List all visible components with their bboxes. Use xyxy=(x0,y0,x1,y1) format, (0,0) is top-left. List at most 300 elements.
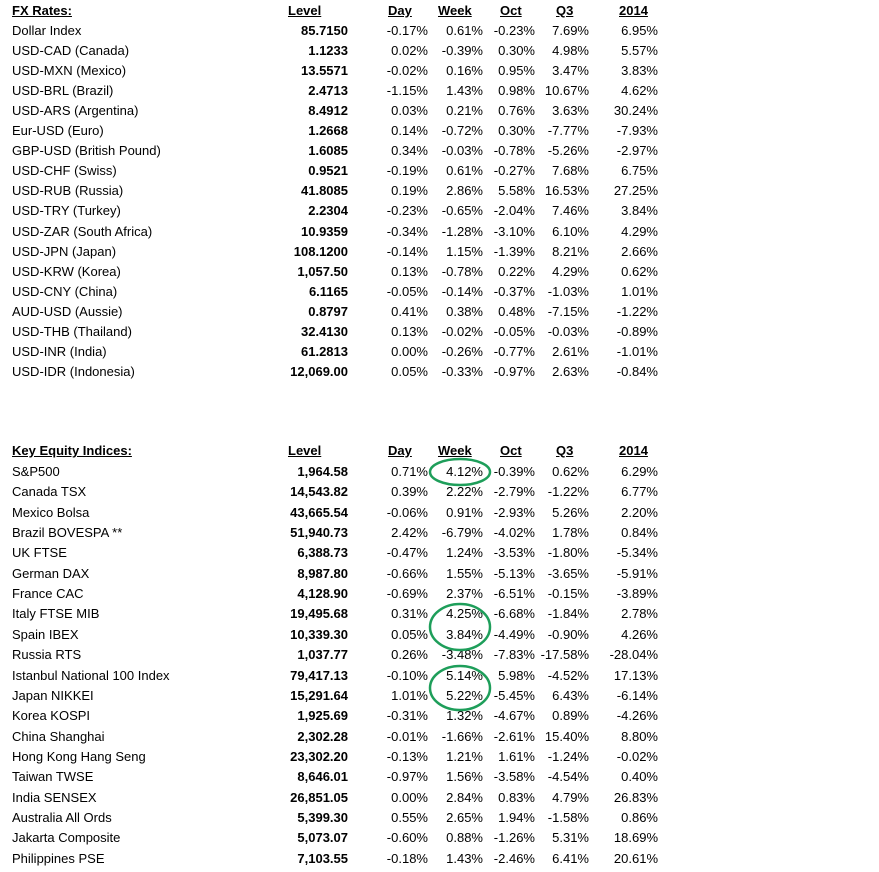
row-name: Spain IBEX xyxy=(12,626,79,642)
oct-change: -4.67% xyxy=(493,708,535,724)
oct-change: 0.22% xyxy=(498,263,535,279)
ytd-2014-change: 2.20% xyxy=(621,504,658,520)
table-row xyxy=(0,564,879,584)
week-change: 0.88% xyxy=(446,830,483,846)
row-name: USD-BRL (Brazil) xyxy=(12,83,114,99)
table-row xyxy=(0,666,879,686)
ytd-2014-change: 0.86% xyxy=(621,809,658,825)
col-header-level: Level xyxy=(288,3,322,18)
row-name: Australia All Ords xyxy=(12,809,112,825)
level-value: 1.1233 xyxy=(308,43,348,59)
q3-change: -17.58% xyxy=(540,647,589,663)
q3-change: -5.26% xyxy=(547,143,589,159)
row-name: Eur-USD (Euro) xyxy=(12,123,104,139)
day-change: -0.31% xyxy=(386,708,428,724)
level-value: 0.8797 xyxy=(308,303,348,319)
day-change: -0.13% xyxy=(386,748,428,764)
week-change: -6.79% xyxy=(441,525,483,541)
day-change: -0.23% xyxy=(386,203,428,219)
table-row xyxy=(0,262,879,282)
day-change: -0.10% xyxy=(386,667,428,683)
day-change: -1.15% xyxy=(386,83,428,99)
q3-change: 6.10% xyxy=(552,223,589,239)
day-change: -0.47% xyxy=(386,545,428,561)
table-row xyxy=(0,543,879,563)
level-value: 14,543.82 xyxy=(290,484,348,500)
table-row xyxy=(0,242,879,262)
q3-change: 0.89% xyxy=(552,708,589,724)
ytd-2014-change: 0.40% xyxy=(621,769,658,785)
week-change: -0.26% xyxy=(441,343,483,359)
ytd-2014-change: -1.01% xyxy=(616,343,658,359)
oct-change: 0.83% xyxy=(498,789,535,805)
day-change: -0.14% xyxy=(386,243,428,259)
oct-change: -6.68% xyxy=(493,606,535,622)
day-change: 0.71% xyxy=(391,464,428,479)
week-change: 4.25% xyxy=(446,606,483,622)
level-value: 1,925.69 xyxy=(297,708,348,724)
day-change: -0.17% xyxy=(386,23,428,38)
ytd-2014-change: 4.29% xyxy=(621,223,658,239)
row-name: Dollar Index xyxy=(12,23,82,38)
oct-change: -2.61% xyxy=(493,728,535,744)
table-row xyxy=(0,645,879,665)
level-value: 43,665.54 xyxy=(290,504,348,520)
level-value: 2.2304 xyxy=(308,203,348,219)
ytd-2014-change: 1.01% xyxy=(621,283,658,299)
q3-change: 5.26% xyxy=(552,504,589,520)
table-row xyxy=(0,362,879,382)
ytd-2014-change: 27.25% xyxy=(613,183,658,199)
table-row xyxy=(0,342,879,362)
week-change: 0.21% xyxy=(446,103,483,119)
q3-change: -0.03% xyxy=(547,323,589,339)
day-change: 0.14% xyxy=(391,123,428,139)
level-value: 41.8085 xyxy=(301,183,348,199)
day-change: -0.60% xyxy=(386,830,428,846)
row-name: German DAX xyxy=(12,565,90,581)
ytd-2014-change: -4.26% xyxy=(616,708,658,724)
oct-change: -6.51% xyxy=(493,586,535,602)
ytd-2014-change: 6.77% xyxy=(621,484,658,500)
row-name: USD-THB (Thailand) xyxy=(12,323,132,339)
level-value: 13.5571 xyxy=(301,63,348,79)
oct-change: -0.97% xyxy=(493,363,535,379)
oct-change: -0.39% xyxy=(493,464,535,479)
level-value: 1,964.58 xyxy=(297,464,348,479)
row-name: GBP-USD (British Pound) xyxy=(12,143,161,159)
row-name: USD-CAD (Canada) xyxy=(12,43,130,59)
oct-change: -0.77% xyxy=(493,343,535,359)
table-row xyxy=(0,41,879,61)
col-header-oct: Oct xyxy=(500,3,522,18)
week-change: -1.66% xyxy=(441,728,483,744)
table-row xyxy=(0,462,879,482)
day-change: 0.05% xyxy=(391,626,428,642)
row-name: Mexico Bolsa xyxy=(12,504,90,520)
week-change: 1.43% xyxy=(446,850,483,866)
week-change: 0.38% xyxy=(446,303,483,319)
week-change: 1.24% xyxy=(446,545,483,561)
ytd-2014-change: 17.13% xyxy=(613,667,658,683)
ytd-2014-change: 20.61% xyxy=(613,850,658,866)
q3-change: 6.43% xyxy=(552,687,589,703)
q3-change: 4.98% xyxy=(552,43,589,59)
day-change: -0.05% xyxy=(386,283,428,299)
ytd-2014-change: 3.84% xyxy=(621,203,658,219)
level-value: 85.7150 xyxy=(301,23,348,38)
ytd-2014-change: 4.62% xyxy=(621,83,658,99)
week-change: 2.86% xyxy=(446,183,483,199)
oct-change: -2.04% xyxy=(493,203,535,219)
row-name: USD-TRY (Turkey) xyxy=(12,203,121,219)
day-change: -0.19% xyxy=(386,163,428,179)
row-name: Hong Kong Hang Seng xyxy=(12,748,146,764)
q3-change: -4.52% xyxy=(547,667,589,683)
q3-change: -1.84% xyxy=(547,606,589,622)
day-change: 0.34% xyxy=(391,143,428,159)
row-name: USD-IDR (Indonesia) xyxy=(12,363,135,379)
ytd-2014-change: 2.78% xyxy=(621,606,658,622)
ytd-2014-change: -1.22% xyxy=(616,303,658,319)
table-row xyxy=(0,482,879,502)
ytd-2014-change: 0.84% xyxy=(621,525,658,541)
week-change: 2.22% xyxy=(446,484,483,500)
row-name: USD-CNY (China) xyxy=(12,283,118,299)
level-value: 6.1165 xyxy=(308,283,348,299)
ytd-2014-change: 6.95% xyxy=(621,23,658,38)
row-name: Canada TSX xyxy=(12,484,87,500)
q3-change: -1.03% xyxy=(547,283,589,299)
level-value: 4,128.90 xyxy=(297,586,348,602)
level-value: 51,940.73 xyxy=(290,525,348,541)
oct-change: -0.78% xyxy=(493,143,535,159)
level-value: 8.4912 xyxy=(308,103,348,119)
day-change: 0.02% xyxy=(391,43,428,59)
table-row xyxy=(0,706,879,726)
row-name: UK FTSE xyxy=(12,545,67,561)
level-value: 61.2813 xyxy=(301,343,348,359)
day-change: 0.31% xyxy=(391,606,428,622)
oct-change: 1.94% xyxy=(498,809,535,825)
col-header-week: Week xyxy=(438,3,472,18)
day-change: 0.39% xyxy=(391,484,428,500)
week-change: 0.16% xyxy=(446,63,483,79)
col-header-2014: 2014 xyxy=(619,3,648,18)
row-name: Taiwan TWSE xyxy=(12,769,94,785)
oct-change: 0.30% xyxy=(498,123,535,139)
week-change: -0.33% xyxy=(441,363,483,379)
q3-change: 2.61% xyxy=(552,343,589,359)
week-change: 2.65% xyxy=(446,809,483,825)
table-row xyxy=(0,201,879,221)
q3-change: -1.58% xyxy=(547,809,589,825)
level-value: 15,291.64 xyxy=(290,687,348,703)
q3-change: 1.78% xyxy=(552,525,589,541)
fx-header-row xyxy=(0,1,879,21)
level-value: 26,851.05 xyxy=(290,789,348,805)
col-header-level: Level xyxy=(288,443,322,458)
row-name: China Shanghai xyxy=(12,728,105,744)
q3-change: 4.29% xyxy=(552,263,589,279)
equity-header-row xyxy=(0,441,879,461)
q3-change: 3.63% xyxy=(552,103,589,119)
week-change: 1.56% xyxy=(446,769,483,785)
oct-change: 5.98% xyxy=(498,667,535,683)
week-change: 4.12% xyxy=(446,464,483,479)
ytd-2014-change: -7.93% xyxy=(616,123,658,139)
ytd-2014-change: 2.66% xyxy=(621,243,658,259)
q3-change: -1.80% xyxy=(547,545,589,561)
level-value: 0.9521 xyxy=(308,163,348,179)
ytd-2014-change: 4.26% xyxy=(621,626,658,642)
table-row xyxy=(0,121,879,141)
day-change: -0.66% xyxy=(386,565,428,581)
q3-change: 3.47% xyxy=(552,63,589,79)
table-row xyxy=(0,625,879,645)
level-value: 7,103.55 xyxy=(297,850,348,866)
week-change: 1.21% xyxy=(446,748,483,764)
q3-change: 7.68% xyxy=(552,163,589,179)
q3-change: -4.54% xyxy=(547,769,589,785)
q3-change: 15.40% xyxy=(544,728,589,744)
level-value: 79,417.13 xyxy=(290,667,348,683)
row-name: USD-INR (India) xyxy=(12,343,107,359)
day-change: 0.13% xyxy=(391,323,428,339)
row-name: S&P500 xyxy=(12,464,60,479)
day-change: 2.42% xyxy=(391,525,428,541)
level-value: 12,069.00 xyxy=(290,363,348,379)
q3-change: -0.90% xyxy=(547,626,589,642)
ytd-2014-change: -0.02% xyxy=(616,748,658,764)
ytd-2014-change: -3.89% xyxy=(616,586,658,602)
week-change: 5.14% xyxy=(446,667,483,683)
q3-change: -7.15% xyxy=(547,303,589,319)
day-change: 0.05% xyxy=(391,363,428,379)
ytd-2014-change: 26.83% xyxy=(613,789,658,805)
oct-change: -1.39% xyxy=(493,243,535,259)
level-value: 2.4713 xyxy=(308,83,348,99)
col-header-2014: 2014 xyxy=(619,443,648,458)
level-value: 108.1200 xyxy=(293,243,348,259)
week-change: -0.14% xyxy=(441,283,483,299)
ytd-2014-change: 18.69% xyxy=(613,830,658,846)
q3-change: 7.46% xyxy=(552,203,589,219)
table-row xyxy=(0,604,879,624)
q3-change: 2.63% xyxy=(552,363,589,379)
row-name: Philippines PSE xyxy=(12,850,105,866)
table-row xyxy=(0,747,879,767)
oct-change: -1.26% xyxy=(493,830,535,846)
week-change: -1.28% xyxy=(441,223,483,239)
oct-change: -3.58% xyxy=(493,769,535,785)
week-change: 0.91% xyxy=(446,504,483,520)
oct-change: -3.53% xyxy=(493,545,535,561)
day-change: -0.34% xyxy=(386,223,428,239)
level-value: 19,495.68 xyxy=(290,606,348,622)
col-header-oct: Oct xyxy=(500,443,522,458)
table-row xyxy=(0,788,879,808)
q3-change: -0.15% xyxy=(547,586,589,602)
table-row xyxy=(0,727,879,747)
week-change: -3.48% xyxy=(441,647,483,663)
week-change: 2.37% xyxy=(446,586,483,602)
level-value: 8,646.01 xyxy=(297,769,348,785)
week-change: 1.55% xyxy=(446,565,483,581)
row-name: Istanbul National 100 Index xyxy=(12,667,170,683)
ytd-2014-change: -0.84% xyxy=(616,363,658,379)
row-name: Jakarta Composite xyxy=(12,830,121,846)
ytd-2014-change: 6.75% xyxy=(621,163,658,179)
row-name: USD-ZAR (South Africa) xyxy=(12,223,153,239)
row-name: USD-ARS (Argentina) xyxy=(12,103,139,119)
oct-change: 0.95% xyxy=(498,63,535,79)
table-row xyxy=(0,282,879,302)
table-row xyxy=(0,849,879,869)
oct-change: -2.79% xyxy=(493,484,535,500)
row-name: France CAC xyxy=(12,586,84,602)
ytd-2014-change: -5.91% xyxy=(616,565,658,581)
table-row xyxy=(0,828,879,848)
oct-change: -4.49% xyxy=(493,626,535,642)
level-value: 1.6085 xyxy=(308,143,348,159)
day-change: 0.55% xyxy=(391,809,428,825)
week-change: 1.43% xyxy=(446,83,483,99)
day-change: -0.01% xyxy=(386,728,428,744)
level-value: 2,302.28 xyxy=(297,728,348,744)
level-value: 5,399.30 xyxy=(297,809,348,825)
col-header-day: Day xyxy=(388,3,412,18)
table-row xyxy=(0,523,879,543)
oct-change: -0.05% xyxy=(493,323,535,339)
day-change: -0.97% xyxy=(386,769,428,785)
level-value: 23,302.20 xyxy=(290,748,348,764)
ytd-2014-change: 30.24% xyxy=(613,103,658,119)
col-header-q3: Q3 xyxy=(556,3,574,18)
week-change: 1.15% xyxy=(446,243,483,259)
week-change: 3.84% xyxy=(446,626,483,642)
row-name: USD-KRW (Korea) xyxy=(12,263,121,279)
q3-change: -3.65% xyxy=(547,565,589,581)
table-row xyxy=(0,222,879,242)
oct-change: 1.61% xyxy=(498,748,535,764)
level-value: 5,073.07 xyxy=(297,830,348,846)
day-change: 0.41% xyxy=(391,303,428,319)
col-header-day: Day xyxy=(388,443,412,458)
week-change: 2.84% xyxy=(446,789,483,805)
ytd-2014-change: -2.97% xyxy=(616,143,658,159)
ytd-2014-change: 3.83% xyxy=(621,63,658,79)
row-name: USD-MXN (Mexico) xyxy=(12,63,127,79)
ytd-2014-change: -5.34% xyxy=(616,545,658,561)
level-value: 1.2668 xyxy=(308,123,348,139)
oct-change: -0.37% xyxy=(493,283,535,299)
q3-change: -1.24% xyxy=(547,748,589,764)
oct-change: -0.27% xyxy=(493,163,535,179)
ytd-2014-change: 8.80% xyxy=(621,728,658,744)
q3-change: 5.31% xyxy=(552,830,589,846)
oct-change: 0.48% xyxy=(498,303,535,319)
week-change: 5.22% xyxy=(446,687,483,703)
day-change: 0.19% xyxy=(391,183,428,199)
table-row xyxy=(0,61,879,81)
q3-change: 10.67% xyxy=(544,83,589,99)
row-name: USD-JPN (Japan) xyxy=(12,243,117,259)
row-name: Italy FTSE MIB xyxy=(12,606,100,622)
table-row xyxy=(0,81,879,101)
level-value: 6,388.73 xyxy=(297,545,348,561)
day-change: 0.26% xyxy=(391,647,428,663)
row-name: India SENSEX xyxy=(12,789,97,805)
oct-change: -5.45% xyxy=(493,687,535,703)
col-header-week: Week xyxy=(438,443,472,458)
oct-change: -7.83% xyxy=(493,647,535,663)
level-value: 1,057.50 xyxy=(297,263,348,279)
day-change: -0.06% xyxy=(386,504,428,520)
table-row xyxy=(0,161,879,181)
equity-section-title: Key Equity Indices: xyxy=(12,443,132,458)
ytd-2014-change: 6.29% xyxy=(621,464,658,479)
row-name: Brazil BOVESPA ** xyxy=(12,525,123,541)
ytd-2014-change: -28.04% xyxy=(609,647,658,663)
table-row xyxy=(0,808,879,828)
q3-change: 6.41% xyxy=(552,850,589,866)
oct-change: 0.76% xyxy=(498,103,535,119)
oct-change: -2.93% xyxy=(493,504,535,520)
table-row xyxy=(0,302,879,322)
table-row xyxy=(0,181,879,201)
oct-change: -2.46% xyxy=(493,850,535,866)
row-name: Korea KOSPI xyxy=(12,708,91,724)
day-change: 0.00% xyxy=(391,343,428,359)
ytd-2014-change: 5.57% xyxy=(621,43,658,59)
week-change: 1.32% xyxy=(446,708,483,724)
q3-change: 4.79% xyxy=(552,789,589,805)
q3-change: -1.22% xyxy=(547,484,589,500)
table-row xyxy=(0,503,879,523)
table-row xyxy=(0,141,879,161)
week-change: -0.78% xyxy=(441,263,483,279)
week-change: -0.39% xyxy=(441,43,483,59)
table-row xyxy=(0,584,879,604)
week-change: -0.72% xyxy=(441,123,483,139)
week-change: -0.65% xyxy=(441,203,483,219)
day-change: 1.01% xyxy=(391,687,428,703)
day-change: -0.69% xyxy=(386,586,428,602)
row-name: USD-RUB (Russia) xyxy=(12,183,124,199)
day-change: 0.00% xyxy=(391,789,428,805)
q3-change: -7.77% xyxy=(547,123,589,139)
col-header-q3: Q3 xyxy=(556,443,574,458)
ytd-2014-change: 0.62% xyxy=(621,263,658,279)
q3-change: 16.53% xyxy=(544,183,589,199)
level-value: 1,037.77 xyxy=(297,647,348,663)
table-row xyxy=(0,686,879,706)
table-row xyxy=(0,21,879,41)
oct-change: 0.98% xyxy=(498,83,535,99)
q3-change: 0.62% xyxy=(552,464,589,479)
week-change: 0.61% xyxy=(446,23,483,38)
fx-section-title: FX Rates: xyxy=(12,3,72,18)
week-change: -0.02% xyxy=(441,323,483,339)
level-value: 8,987.80 xyxy=(297,565,348,581)
level-value: 10.9359 xyxy=(301,223,348,239)
oct-change: -0.23% xyxy=(493,23,535,38)
row-name: Japan NIKKEI xyxy=(12,687,94,703)
table-row xyxy=(0,767,879,787)
week-change: -0.03% xyxy=(441,143,483,159)
row-name: Russia RTS xyxy=(12,647,82,663)
